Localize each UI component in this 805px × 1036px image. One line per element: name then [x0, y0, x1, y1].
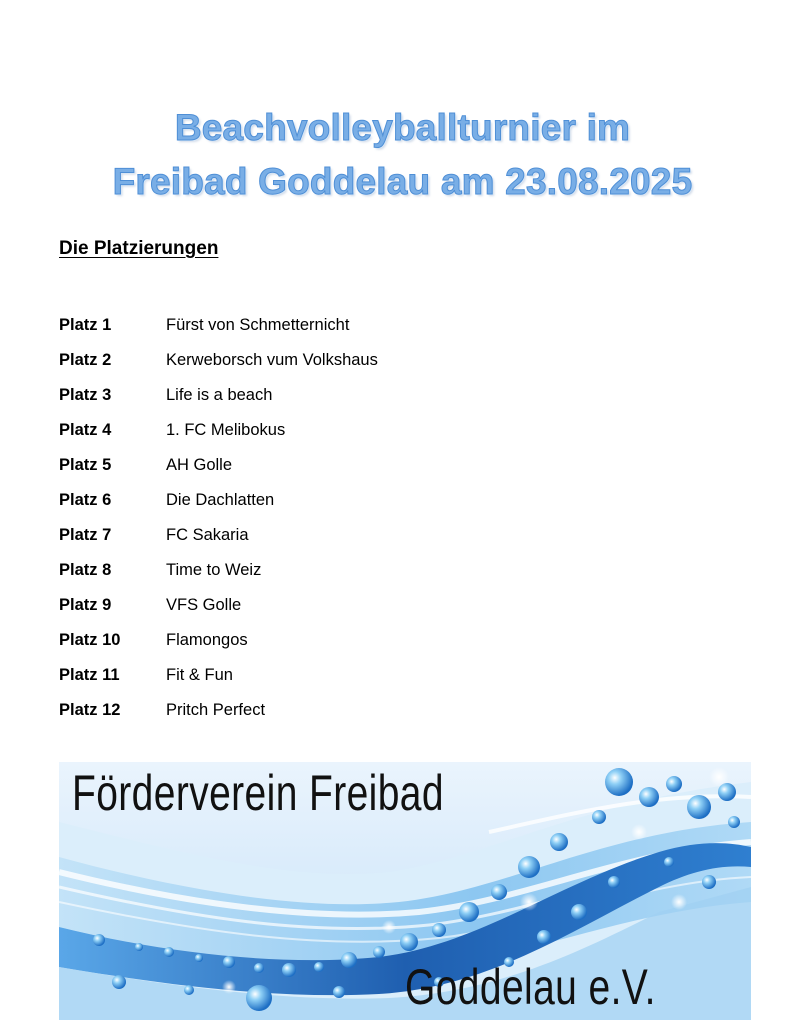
placement-row [59, 413, 378, 448]
placement-rank: Platz 12 [59, 701, 121, 719]
document-title-line-2: Freibad Goddelau am 23.08.2025 [112, 160, 693, 202]
placement-rank: Platz 8 [59, 561, 112, 579]
placement-row [59, 553, 378, 588]
placement-rank: Platz 3 [59, 386, 112, 404]
placement-team: Fit & Fun [166, 666, 233, 684]
placement-team: AH Golle [166, 456, 233, 474]
placement-team: Fürst von Schmetternicht [166, 316, 350, 334]
placement-team: Time to Weiz [166, 561, 262, 579]
placement-row [59, 518, 378, 553]
banner-title-bottom: Goddelau e.V. [405, 959, 656, 1015]
placement-team: Flamongos [166, 631, 248, 649]
placement-rank: Platz 4 [59, 421, 112, 439]
placement-rank: Platz 2 [59, 351, 112, 369]
placement-rank: Platz 7 [59, 526, 112, 544]
banner-title-top: Förderverein Freibad [72, 765, 444, 821]
placement-rank: Platz 9 [59, 596, 112, 614]
section-heading: Die Platzierungen [59, 238, 219, 259]
placement-team: Pritch Perfect [166, 701, 266, 719]
placement-team: 1. FC Melibokus [166, 421, 286, 439]
placement-rank: Platz 10 [59, 631, 121, 649]
placement-row [59, 308, 378, 343]
placement-rank: Platz 6 [59, 491, 112, 509]
association-banner [59, 762, 751, 1020]
placement-rank: Platz 5 [59, 456, 112, 474]
placement-row [59, 378, 378, 413]
placement-row [59, 343, 378, 378]
placement-team: Die Dachlatten [166, 491, 275, 509]
placement-row [59, 693, 378, 728]
placement-rank: Platz 1 [59, 316, 112, 334]
placement-row [59, 448, 378, 483]
placement-row [59, 623, 378, 658]
placement-team: VFS Golle [166, 596, 242, 614]
placements-list [59, 308, 378, 728]
document-title [0, 101, 805, 209]
document-title-line-1: Beachvolleyballturnier im [174, 106, 631, 148]
placement-team: FC Sakaria [166, 526, 249, 544]
placement-row [59, 483, 378, 518]
placement-rank: Platz 11 [59, 666, 120, 684]
placement-row [59, 588, 378, 623]
placement-team: Life is a beach [166, 386, 273, 404]
placement-row [59, 658, 378, 693]
placement-team: Kerweborsch vum Volkshaus [166, 351, 378, 369]
